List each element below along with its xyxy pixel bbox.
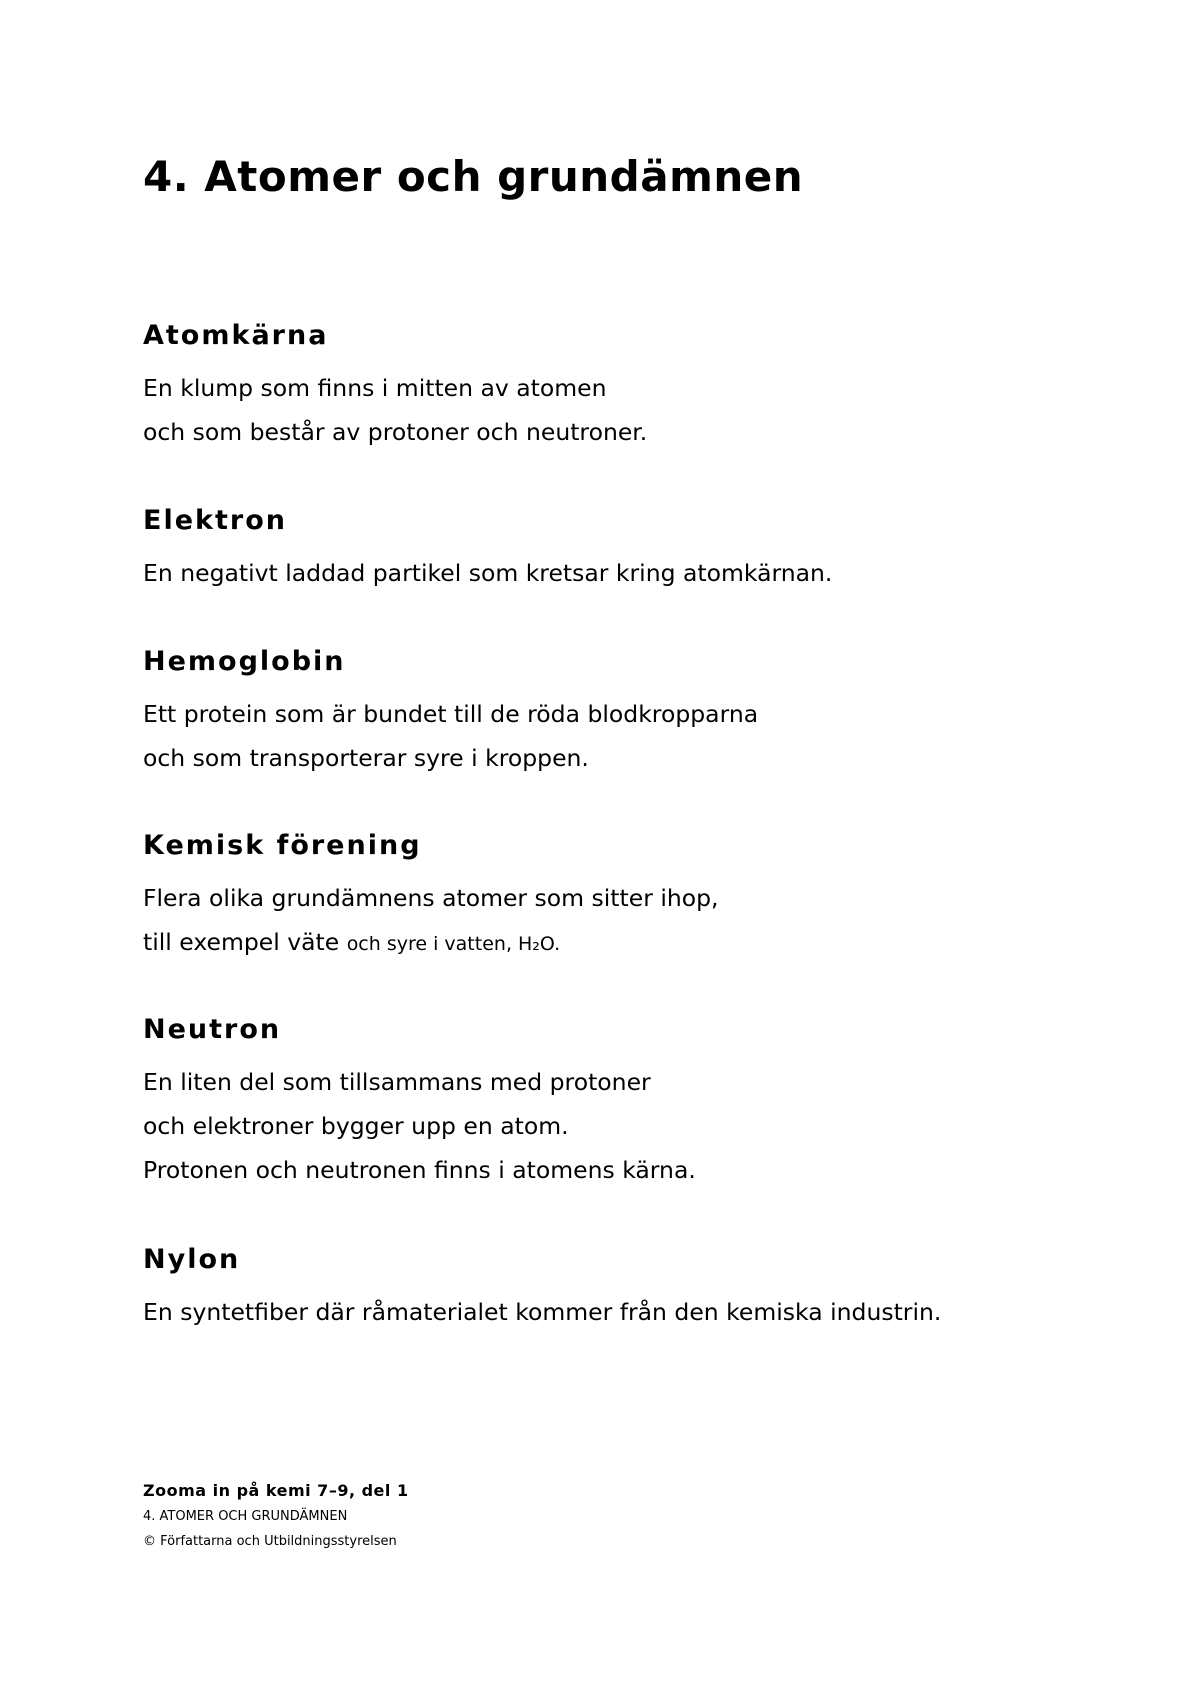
footer-book-title: Zooma in på kemi 7–9, del 1 <box>143 1481 409 1500</box>
page-footer <box>143 1478 409 1554</box>
term-hemoglobin <box>143 644 1143 780</box>
term-heading: Atomkärna <box>143 320 329 351</box>
term-neutron <box>143 1012 1143 1192</box>
term-definition-line: Ett protein som är bundet till de röda blodkropparna <box>143 700 759 728</box>
term-definition-line: En syntetfiber där råmaterialet kommer från den kemiska industrin. <box>143 1298 942 1326</box>
term-definition-line: Flera olika grundämnens atomer som sitter ihop, <box>143 884 719 912</box>
term-atomkarna <box>143 318 1143 454</box>
term-heading: Hemoglobin <box>143 646 346 677</box>
term-kemisk-forening <box>143 828 1143 966</box>
term-definition-line: och som består av protoner och neutroner. <box>143 418 648 446</box>
term-definition-line: Protonen och neutronen finns i atomens kärna. <box>143 1156 696 1184</box>
term-definition-part: till exempel väte <box>143 928 347 956</box>
footer-chapter: 4. ATOMER OCH GRUNDÄMNEN <box>143 1509 348 1524</box>
term-definition-line: En klump som finns i mitten av atomen <box>143 374 607 402</box>
term-elektron <box>143 503 1143 595</box>
term-heading: Neutron <box>143 1014 282 1045</box>
footer-copyright: © Författarna och Utbildningsstyrelsen <box>143 1534 397 1549</box>
term-heading: Nylon <box>143 1244 241 1275</box>
term-definition-line: och elektroner bygger upp en atom. <box>143 1112 569 1140</box>
term-heading: Elektron <box>143 505 287 536</box>
term-definition-line: En liten del som tillsammans med protoner <box>143 1068 651 1096</box>
term-definition-line: och som transporterar syre i kroppen. <box>143 744 589 772</box>
term-definition-mixed-line <box>143 920 1143 966</box>
term-definition-line: En negativt laddad partikel som kretsar kring atomkärnan. <box>143 559 833 587</box>
term-definition-part-small: och syre i vatten, H₂O. <box>346 933 561 955</box>
page-title: 4. Atomer och grundämnen <box>143 152 804 201</box>
term-heading: Kemisk förening <box>143 830 422 861</box>
term-nylon <box>143 1242 1143 1334</box>
